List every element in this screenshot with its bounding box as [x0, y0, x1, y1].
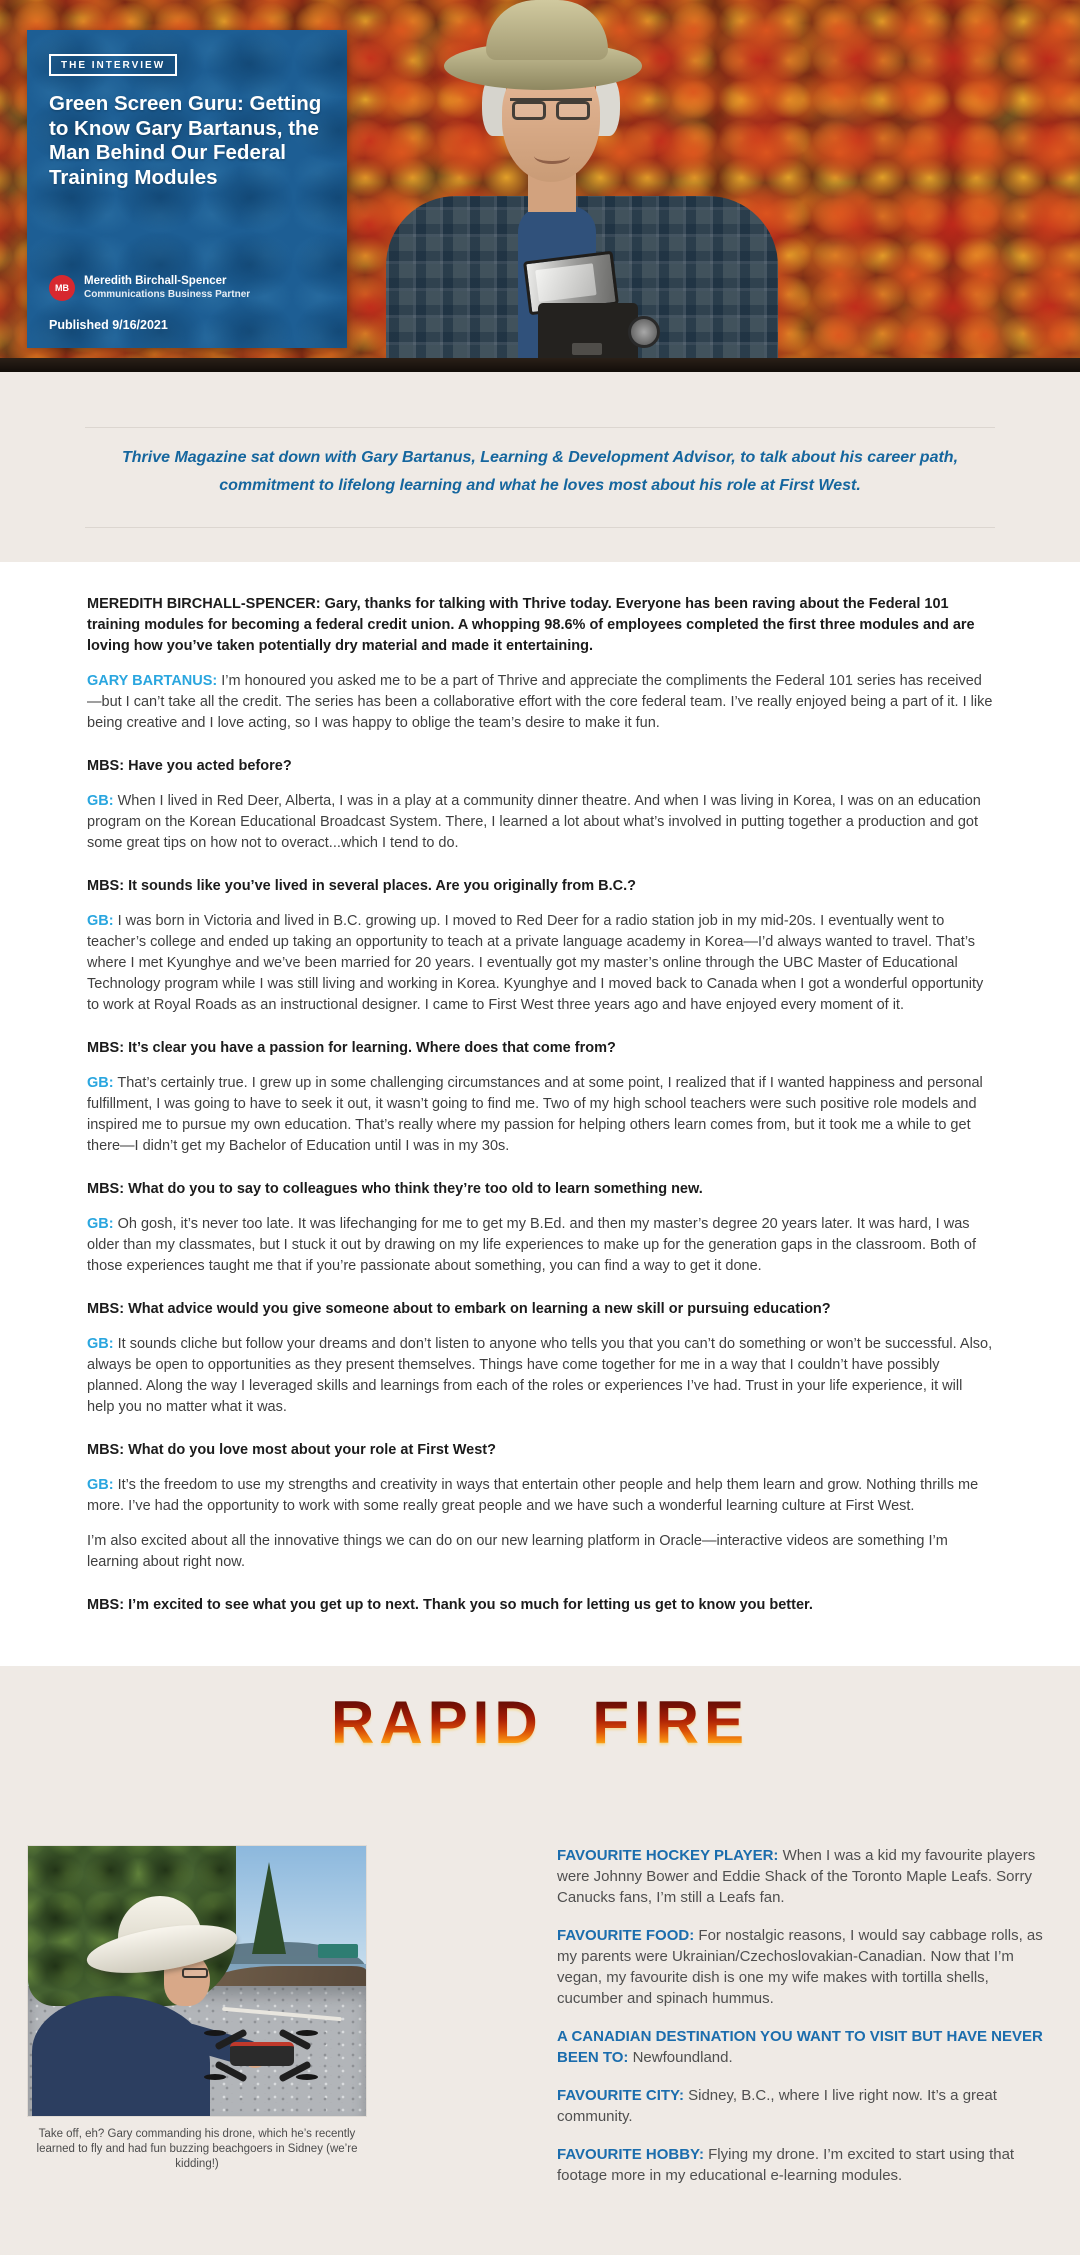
answer-lead: GB:	[87, 1477, 114, 1493]
intro-band	[0, 372, 1080, 562]
rapid-fire-label: A CANADIAN DESTINATION YOU WANT TO VISIT BUT HAVE NEVER BEEN TO:	[557, 2028, 1043, 2066]
rapid-fire-section	[0, 1666, 1080, 2255]
published-date: Published 9/16/2021	[49, 318, 168, 332]
answer-lead: GB:	[87, 793, 114, 809]
question-text: Have you acted before?	[128, 758, 292, 774]
hero-banner	[0, 0, 1080, 372]
question-lead: MEREDITH BIRCHALL-SPENCER:	[87, 596, 321, 612]
divider-line	[85, 427, 995, 428]
question-text: It sounds like you’ve lived in several places. Are you originally from B.C.?	[128, 878, 637, 894]
pine-tree-shape	[252, 1862, 286, 1954]
author-avatar: MB	[49, 275, 75, 301]
rapid-fire-columns	[0, 1845, 1080, 2203]
question-text: Gary, thanks for talking with Thrive today. Everyone has been raving about the Federal 101 training modules for becoming a federal credit union. A whopping 98.6% of employees completed the first three modules and are loving how you’ve taken potentially dry material and made it entertaining.	[87, 596, 975, 654]
hat-crown-shape	[486, 0, 608, 60]
interview-answer	[87, 671, 993, 734]
author-name: Meredith Birchall-Spencer	[84, 275, 227, 287]
paragraph-text: I’m also excited about all the innovative things we can do on our new learning platform in Oracle—interactive videos are something I’m learning about right now.	[87, 1533, 948, 1570]
interview-question	[87, 594, 993, 657]
question-lead: MBS:	[87, 1597, 125, 1613]
drone-rotor-shape	[296, 2074, 318, 2080]
rapid-fire-item	[557, 2144, 1053, 2186]
interview-question	[87, 1595, 993, 1616]
question-text: I’m excited to see what you get up to next. Thank you so much for letting us get to know you better.	[128, 1597, 813, 1613]
interview-answer	[87, 1073, 993, 1157]
glasses-lens	[512, 101, 546, 120]
interview-question	[87, 756, 993, 777]
answer-text: I’m honoured you asked me to be a part of Thrive and appreciate the compliments the Federal 101 series has received—but I can’t take all the credit. The series has been a collaborative effort with the core federal team. I’ve really enjoyed being a part of it. I like being creative and I love acting, so I was happy to oblige the team’s desire to make it fun.	[87, 673, 993, 731]
house-roof-shape	[318, 1944, 358, 1958]
drone-rotor-shape	[204, 2030, 226, 2036]
hero-bottom-strip	[0, 358, 1080, 372]
answer-text: It’s the freedom to use my strengths and creativity in ways that entertain other people and help them learn and grow. Nothing thrills me more. I’ve had the opportunity to work with some really great people and we have such a wonderful learning culture at First West.	[87, 1477, 979, 1514]
camera-label	[572, 343, 602, 355]
interview-answer	[87, 1475, 993, 1517]
title-card	[27, 30, 347, 348]
interview-question	[87, 1038, 993, 1059]
rapid-fire-answer: Newfoundland.	[632, 2049, 733, 2066]
rapid-fire-item	[557, 1845, 1053, 1908]
rapid-fire-label: FAVOURITE HOCKEY PLAYER:	[557, 1847, 779, 1864]
rapid-fire-item	[557, 2085, 1053, 2127]
drone-photo-illustration	[27, 1845, 367, 2117]
rapid-fire-answer: When I was a kid my favourite players were Johnny Bower and Eddie Shack of the Toronto Maple Leafs. Sorry Canucks fans, I’m still a Leafs fan.	[557, 1847, 1036, 1906]
gary-portrait-illustration	[400, 0, 780, 372]
rapid-fire-label: FAVOURITE CITY:	[557, 2087, 684, 2104]
answer-lead: GB:	[87, 1216, 114, 1232]
glasses-lens	[556, 101, 590, 120]
question-lead: MBS:	[87, 1442, 125, 1458]
interview-answer	[87, 1214, 993, 1277]
question-lead: MBS:	[87, 758, 125, 774]
drone-rotor-shape	[204, 2074, 226, 2080]
rapid-fire-label: FAVOURITE HOBBY:	[557, 2146, 704, 2163]
photo-caption: Take off, eh? Gary commanding his drone, which he’s recently learned to fly and had fun buzzing beachgoers in Sidney (we’re kidding!)	[36, 2128, 358, 2170]
interview-answer	[87, 911, 993, 1016]
rapid-fire-item	[557, 1925, 1053, 2009]
interview-answer	[87, 791, 993, 854]
drone-body-shape	[230, 2042, 294, 2066]
answer-text: When I lived in Red Deer, Alberta, I was in a play at a community dinner theatre. And when I was living in Korea, I was on an education program on the Korean Educational Broadcast System. There, I learned a lot about what’s involved in putting together a production and got some great tips on how not to overact...which I tend to do.	[87, 793, 981, 851]
answer-lead: GB:	[87, 1075, 114, 1091]
question-text: What do you to say to colleagues who think they’re too old to learn something new.	[128, 1181, 703, 1197]
answer-text: Oh gosh, it’s never too late. It was lifechanging for me to get my B.Ed. and then my master’s degree 20 years later. It was hard, I was older than my classmates, but I stuck it out by drawing on my life experiences to make up for the generation gaps in the classroom. Both of those experiences taught me that if you’re passionate about something, you can find a way to get it done.	[87, 1216, 976, 1274]
question-text: What advice would you give someone about to embark on learning a new skill or pursuing education?	[128, 1301, 831, 1317]
author-title: Communications Business Partner	[84, 289, 251, 300]
interview-article	[0, 562, 1080, 1666]
question-lead: MBS:	[87, 1040, 125, 1056]
rapid-fire-answer: Sidney, B.C., where I live right now. It’s a great community.	[557, 2087, 997, 2125]
question-text: It’s clear you have a passion for learning. Where does that come from?	[128, 1040, 616, 1056]
interview-badge: THE INTERVIEW	[49, 54, 177, 76]
answer-lead: GB:	[87, 1336, 114, 1352]
intro-blurb: Thrive Magazine sat down with Gary Bartanus, Learning & Development Advisor, to talk about his career path, commitment to lifelong learning and what he loves most about his role at First West.	[121, 449, 959, 494]
interview-question	[87, 1299, 993, 1320]
camera-flash-window	[535, 263, 596, 302]
divider-line	[85, 527, 995, 528]
interview-paragraph	[87, 1531, 993, 1573]
interview-answer	[87, 1334, 993, 1418]
camera-knob-shape	[628, 316, 660, 348]
smile-shape	[534, 148, 570, 164]
gary-glasses-shape	[182, 1968, 208, 1978]
interview-question	[87, 1179, 993, 1200]
interview-question	[87, 1440, 993, 1461]
answer-text: It sounds cliche but follow your dreams and don’t listen to anyone who tells you that you can’t do something or won’t be successful. Also, always be open to opportunities as they present themselves. Things have come together for me in a way that I couldn’t have possibly planned. Along the way I leveraged skills and learnings from each of the roles or experiences I’ve had. Trust in your life experience, it will help you no matter what it was.	[87, 1336, 993, 1415]
rapid-fire-list	[557, 1845, 1053, 2203]
rapid-fire-item	[557, 2026, 1053, 2068]
drone-photo-figure	[27, 1845, 367, 2203]
rapid-fire-answer: Flying my drone. I’m excited to start using that footage more in my educational e-learning modules.	[557, 2146, 1015, 2184]
question-lead: MBS:	[87, 1181, 125, 1197]
question-lead: MBS:	[87, 1301, 125, 1317]
interview-question	[87, 876, 993, 897]
author-byline	[49, 274, 250, 301]
answer-text: I was born in Victoria and lived in B.C. growing up. I moved to Red Deer for a radio station job in my mid-20s. I eventually went to teacher’s college and ended up taking an opportunity to teach at a private language academy in Korea—I’d always wanted to travel. That’s where I met Kyunghye and we’ve been married for 20 years. I eventually got my master’s online through the UBC Master of Educational Technology program while I was still living and working in Korea. Kyunghye and I moved back to Canada when I got a wonderful opportunity to work at Royal Roads as an instructional designer. I came to First West three years ago and have enjoyed every moment of it.	[87, 913, 984, 1013]
question-lead: MBS:	[87, 878, 125, 894]
glasses-shape	[510, 98, 592, 120]
answer-text: That’s certainly true. I grew up in some challenging circumstances and at some point, I realized that if I wanted happiness and personal fulfillment, I was going to have to seek it out, it wasn’t going to find me. Two of my high school teachers were such positive role models and inspired me to pursue my own education. That’s really where my passion for helping others learn comes from, but it took me a while to get there—I didn’t get my Bachelor of Education until I was in my 30s.	[87, 1075, 983, 1154]
answer-lead: GB:	[87, 913, 114, 929]
author-text	[84, 274, 250, 301]
page-title: Green Screen Guru: Getting to Know Gary Bartanus, the Man Behind Our Federal Training Modules	[49, 92, 322, 189]
rapid-fire-label: FAVOURITE FOOD:	[557, 1927, 695, 1944]
question-text: What do you love most about your role at First West?	[128, 1442, 496, 1458]
rapid-fire-answer: For nostalgic reasons, I would say cabbage rolls, as my parents were Ukrainian/Czechoslovakian-Canadian. Now that I’m vegan, my favourite dish is one my wife makes with tortilla shells, cucumber and spinach hummus.	[557, 1927, 1043, 2007]
answer-lead: GARY BARTANUS:	[87, 673, 218, 689]
drone-rotor-shape	[296, 2030, 318, 2036]
rapid-fire-title: RAPID FIRE	[0, 1688, 1080, 1757]
